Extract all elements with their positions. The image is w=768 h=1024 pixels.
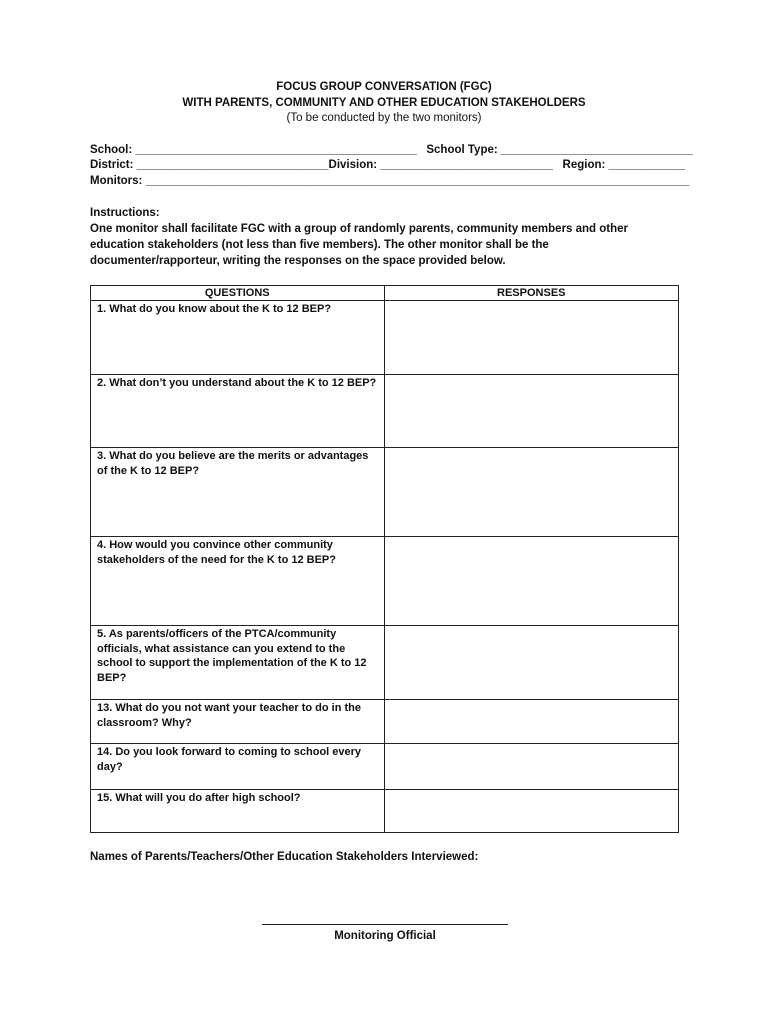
table-header-row <box>91 286 679 301</box>
signature-label: Monitoring Official <box>334 930 436 942</box>
question-text: 2. What don’t you understand about the K to 12 BEP? <box>97 377 377 389</box>
questions-column-header: QUESTIONS <box>91 286 385 301</box>
question-cell <box>91 744 385 790</box>
monitors-field-line: Monitors: _____________________________________________________________________________________ <box>90 175 690 187</box>
question-cell <box>91 301 385 375</box>
form-note: (To be conducted by the two monitors) <box>286 112 482 124</box>
table-row <box>91 700 679 744</box>
question-text: 5. As parents/officers of the PTCA/community officials, what assistance can you extend to the school to support the implementation of the K to 12 BEP? <box>97 628 367 684</box>
question-cell <box>91 626 385 700</box>
table-row <box>91 744 679 790</box>
instructions-body: One monitor shall facilitate FGC with a group of randomly parents, community members and other education stakeholders (not less than five members). The other monitor shall be the documenter/rapporteur, writing the responses on the space provided below. <box>90 223 629 267</box>
questions-table <box>90 285 679 833</box>
table-row <box>91 537 679 626</box>
table-row <box>91 790 679 833</box>
question-cell <box>91 700 385 744</box>
table-row <box>91 448 679 537</box>
school-field-line: School: ____________________________________________ School Type: ______________________________ <box>90 144 693 156</box>
signature-line <box>262 924 508 925</box>
instructions-heading: Instructions: <box>90 207 160 219</box>
form-title: FOCUS GROUP CONVERSATION (FGC) <box>276 81 492 93</box>
response-cell[interactable] <box>384 744 678 790</box>
table-row <box>91 301 679 375</box>
district-field-line: District: ______________________________Division: ___________________________ Region: ____________ <box>90 159 686 171</box>
table-row <box>91 375 679 448</box>
table-row <box>91 626 679 700</box>
response-cell[interactable] <box>384 700 678 744</box>
question-cell <box>91 790 385 833</box>
question-text: 1. What do you know about the K to 12 BEP? <box>97 303 332 315</box>
response-cell[interactable] <box>384 375 678 448</box>
response-cell[interactable] <box>384 301 678 375</box>
question-text: 3. What do you believe are the merits or advantages of the K to 12 BEP? <box>97 450 369 477</box>
responses-column-header: RESPONSES <box>384 286 678 301</box>
question-text: 4. How would you convince other community stakeholders of the need for the K to 12 BEP? <box>97 539 336 566</box>
response-cell[interactable] <box>384 537 678 626</box>
response-cell[interactable] <box>384 790 678 833</box>
form-subtitle: WITH PARENTS, COMMUNITY AND OTHER EDUCATION STAKEHOLDERS <box>182 97 586 109</box>
response-cell[interactable] <box>384 448 678 537</box>
question-text: 14. Do you look forward to coming to school every day? <box>97 746 362 773</box>
question-cell <box>91 537 385 626</box>
question-cell <box>91 375 385 448</box>
question-text: 13. What do you not want your teacher to do in the classroom? Why? <box>97 702 362 729</box>
question-text: 15. What will you do after high school? <box>97 792 301 804</box>
names-interviewed-label: Names of Parents/Teachers/Other Education Stakeholders Interviewed: <box>90 851 479 863</box>
question-cell <box>91 448 385 537</box>
response-cell[interactable] <box>384 626 678 700</box>
